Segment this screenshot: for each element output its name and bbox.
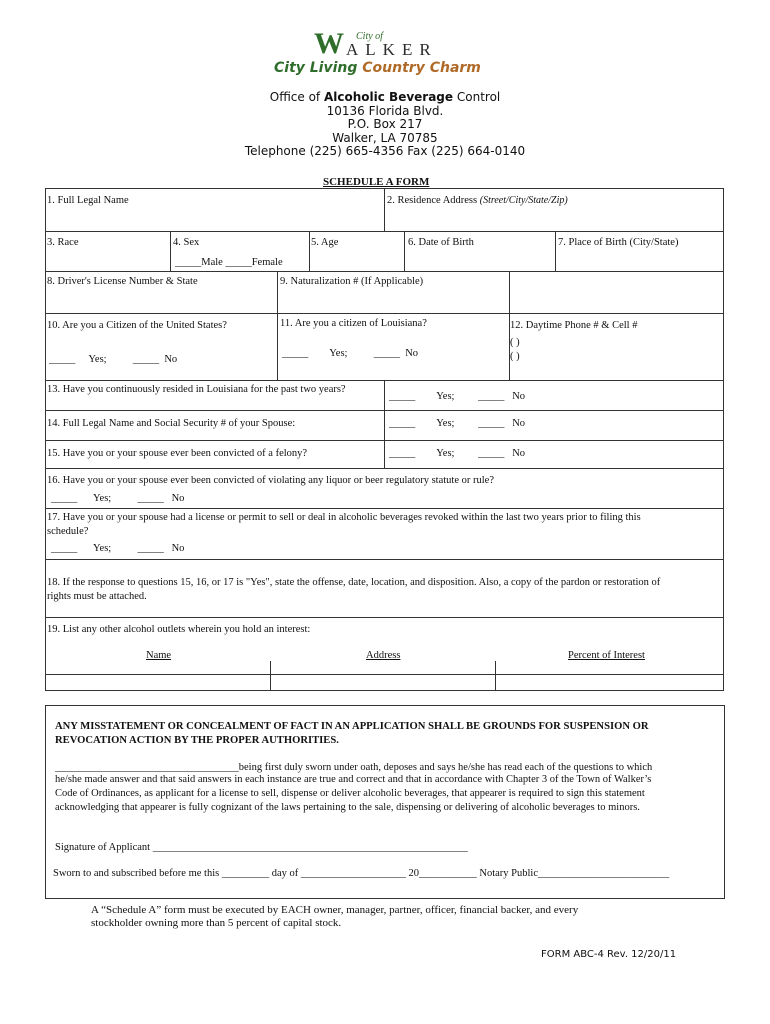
q15-felony: 15. Have you or your spouse ever been convicted of a felony? (47, 448, 308, 459)
column-name: Name (146, 650, 172, 661)
q9-naturalization: 9. Naturalization # (If Applicable) (280, 276, 424, 287)
q2-hint: (Street/City/State/Zip) (479, 195, 568, 206)
form-title: SCHEDULE A FORM (323, 176, 430, 188)
q18-offense-details-line-2: rights must be attached. (47, 591, 147, 602)
warning-line-1: ANY MISSTATEMENT OR CONCEALMENT OF FACT IN AN APPLICATION SHALL BE GROUNDS FOR SUSPENSION OR (55, 721, 649, 732)
signature-of-applicant: Signature of Applicant ____________________________________________________________ (55, 842, 468, 853)
column-address: Address (366, 650, 401, 661)
q15-answers: _____ Yes; _____ No (389, 448, 526, 459)
warning-line-2: REVOCATION ACTION BY THE PROPER AUTHORITIES. (55, 735, 339, 746)
logo-initial: W (314, 27, 344, 60)
slogan-city-living: City Living (274, 60, 363, 76)
q10-us-citizen: 10. Are you a Citizen of the United States? (47, 320, 227, 331)
address-line-3: Walker, LA 70785 (332, 130, 438, 145)
q12-phone-line-1: ( ) (510, 337, 520, 348)
q8-drivers-license: 8. Driver's License Number & State (47, 276, 198, 287)
oath-line-4: acknowledging that appearer is fully cognizant of the laws pertaining to the sale, dispensing or delivering of alcoholic beverages to minors. (55, 802, 640, 813)
q6-date-of-birth: 6. Date of Birth (408, 237, 474, 248)
q11-answers: _____ Yes; _____ No (282, 348, 419, 359)
q18-offense-details: 18. If the response to questions 15, 16, or 17 is "Yes", state the offense, date, location, and disposition. Also, a copy of the pardon or restoration of (47, 577, 661, 588)
q10-answers: _____ Yes; _____ No (49, 354, 178, 365)
q13-answers: _____ Yes; _____ No (389, 391, 526, 402)
schedule-a-note-line-1: A “Schedule A” form must be executed by EACH owner, manager, partner, officer, financial backer, and every (91, 904, 579, 916)
q12-phone: 12. Daytime Phone # & Cell # (510, 320, 638, 331)
oath-line-1: ___________________________________being first duly sworn under oath, deposes and says he/she has read each of the questions to which (55, 762, 653, 773)
slogan (274, 60, 481, 76)
oath-line-2: he/she made answer and that said answers in each instance are true and correct and that in accordance with Chapter 3 of the Town of Walker’s (55, 774, 652, 785)
q13-residency: 13. Have you continuously resided in Louisiana for the past two years? (47, 384, 346, 395)
q4-sex-options: _____Male _____Female (175, 257, 283, 268)
q7-place-of-birth: 7. Place of Birth (City/State) (558, 237, 679, 248)
q14-spouse: 14. Full Legal Name and Social Security # of your Spouse: (47, 418, 296, 429)
q14-answers: _____ Yes; _____ No (389, 418, 526, 429)
slogan-country-charm: Country Charm (362, 60, 481, 76)
q17-license-revoked: 17. Have you or your spouse had a license or permit to sell or deal in alcoholic beverages revoked within the last two years prior to filing this (47, 512, 641, 523)
address-line-1: 10136 Florida Blvd. (326, 103, 444, 118)
schedule-a-note-line-2: stockholder owning more than 5 percent of capital stock. (91, 917, 342, 929)
q16-liquor-violation: 16. Have you or your spouse ever been convicted of violating any liquor or beer regulatory statute or rule? (47, 475, 494, 486)
q5-age: 5. Age (311, 237, 339, 248)
office-title: Office of Alcoholic Beverage Control (269, 90, 501, 104)
q3-race: 3. Race (47, 237, 79, 248)
oath-line-3: Code of Ordinances, as applicant for a license to sell, dispense or deliver alcoholic beverages, that appearer is required to sign this statement (55, 788, 645, 799)
q16-answers: _____ Yes; _____ No (51, 493, 185, 504)
form-number: FORM ABC-4 Rev. 12/20/11 (541, 949, 677, 960)
q17-license-revoked-line-2: schedule? (47, 526, 89, 537)
sworn-notary-line: Sworn to and subscribed before me this _________ day of ____________________ 20___________ Notary Public_________________________ (53, 868, 670, 879)
q19-other-outlets: 19. List any other alcohol outlets wherein you hold an interest: (47, 624, 311, 635)
q2-residence-address: 2. Residence Address (Street/City/State/Zip) (387, 195, 568, 206)
column-percent-interest: Percent of Interest (568, 650, 645, 661)
q1-full-legal-name: 1. Full Legal Name (47, 195, 129, 206)
logo-small-text: City of (356, 31, 383, 42)
q12-phone-line-2: ( ) (510, 351, 520, 362)
q17-answers: _____ Yes; _____ No (51, 543, 185, 554)
office-bold: Alcoholic Beverage (323, 90, 454, 104)
q11-louisiana-citizen: 11. Are you a citizen of Louisiana? (280, 318, 427, 329)
logo-name: ALKER (346, 40, 438, 59)
address-line-2: P.O. Box 217 (347, 117, 423, 131)
q4-sex: 4. Sex (173, 237, 200, 248)
phone-fax: Telephone (225) 665-4356 Fax (225) 664-0140 (244, 144, 526, 158)
